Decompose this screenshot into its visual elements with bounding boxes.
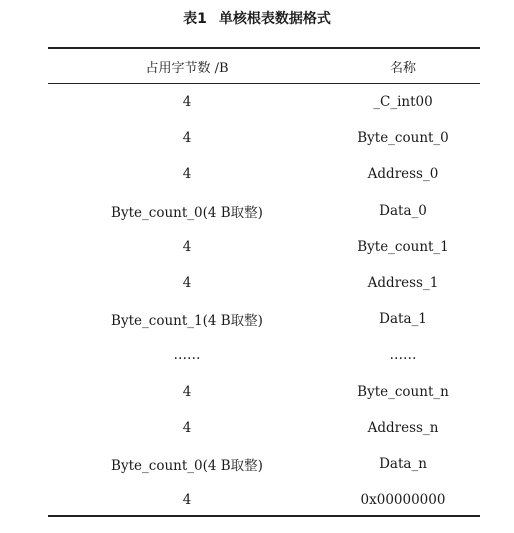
cell-name: Data_0 (379, 202, 427, 219)
header-name: 名称 (389, 60, 416, 76)
table-row (48, 120, 480, 156)
table-row (48, 301, 480, 337)
cell-name: Address_n (367, 419, 439, 436)
cell-name: Address_1 (367, 275, 439, 292)
cell-name: Address_0 (367, 166, 439, 183)
cell-name: Byte_count_0 (357, 130, 449, 147)
cell-bytes: Byte_count_0(4 B取整) (111, 204, 263, 221)
cell-bytes: Byte_count_1(4 B取整) (111, 313, 263, 330)
table-header-row (48, 49, 480, 83)
table-bottom-rule (48, 515, 480, 517)
table-body (48, 84, 480, 518)
table-row (48, 265, 480, 301)
table-row (48, 193, 480, 229)
cell-name: Byte_count_1 (357, 238, 449, 255)
cell-bytes: 4 (182, 166, 192, 183)
table-row (48, 482, 480, 518)
cell-bytes: Byte_count_0(4 B取整) (111, 457, 263, 474)
cell-bytes: 4 (182, 419, 192, 436)
cell-name: Data_1 (379, 311, 427, 328)
cell-name: …… (389, 347, 417, 364)
cell-bytes: …… (173, 347, 201, 364)
cell-name: Data_n (379, 455, 427, 472)
cell-bytes: 4 (182, 94, 192, 111)
cell-bytes: 4 (182, 275, 192, 292)
cell-name: _C_int00 (373, 94, 433, 111)
cell-name: 0x00000000 (360, 492, 446, 509)
table-number: 表1 (183, 11, 207, 27)
table-row (48, 446, 480, 482)
table-title: 单核根表数据格式 (218, 11, 331, 27)
table-row (48, 229, 480, 265)
table-caption (0, 8, 514, 30)
header-bytes: 占用字节数 /B (145, 60, 229, 76)
cell-bytes: 4 (182, 492, 192, 509)
cell-name: Byte_count_n (357, 383, 449, 400)
cell-bytes: 4 (182, 130, 192, 147)
table-row (48, 410, 480, 446)
table-row (48, 374, 480, 410)
cell-bytes: 4 (182, 383, 192, 400)
table-row (48, 337, 480, 373)
cell-bytes: 4 (182, 238, 192, 255)
table-row (48, 156, 480, 192)
table-row (48, 84, 480, 120)
